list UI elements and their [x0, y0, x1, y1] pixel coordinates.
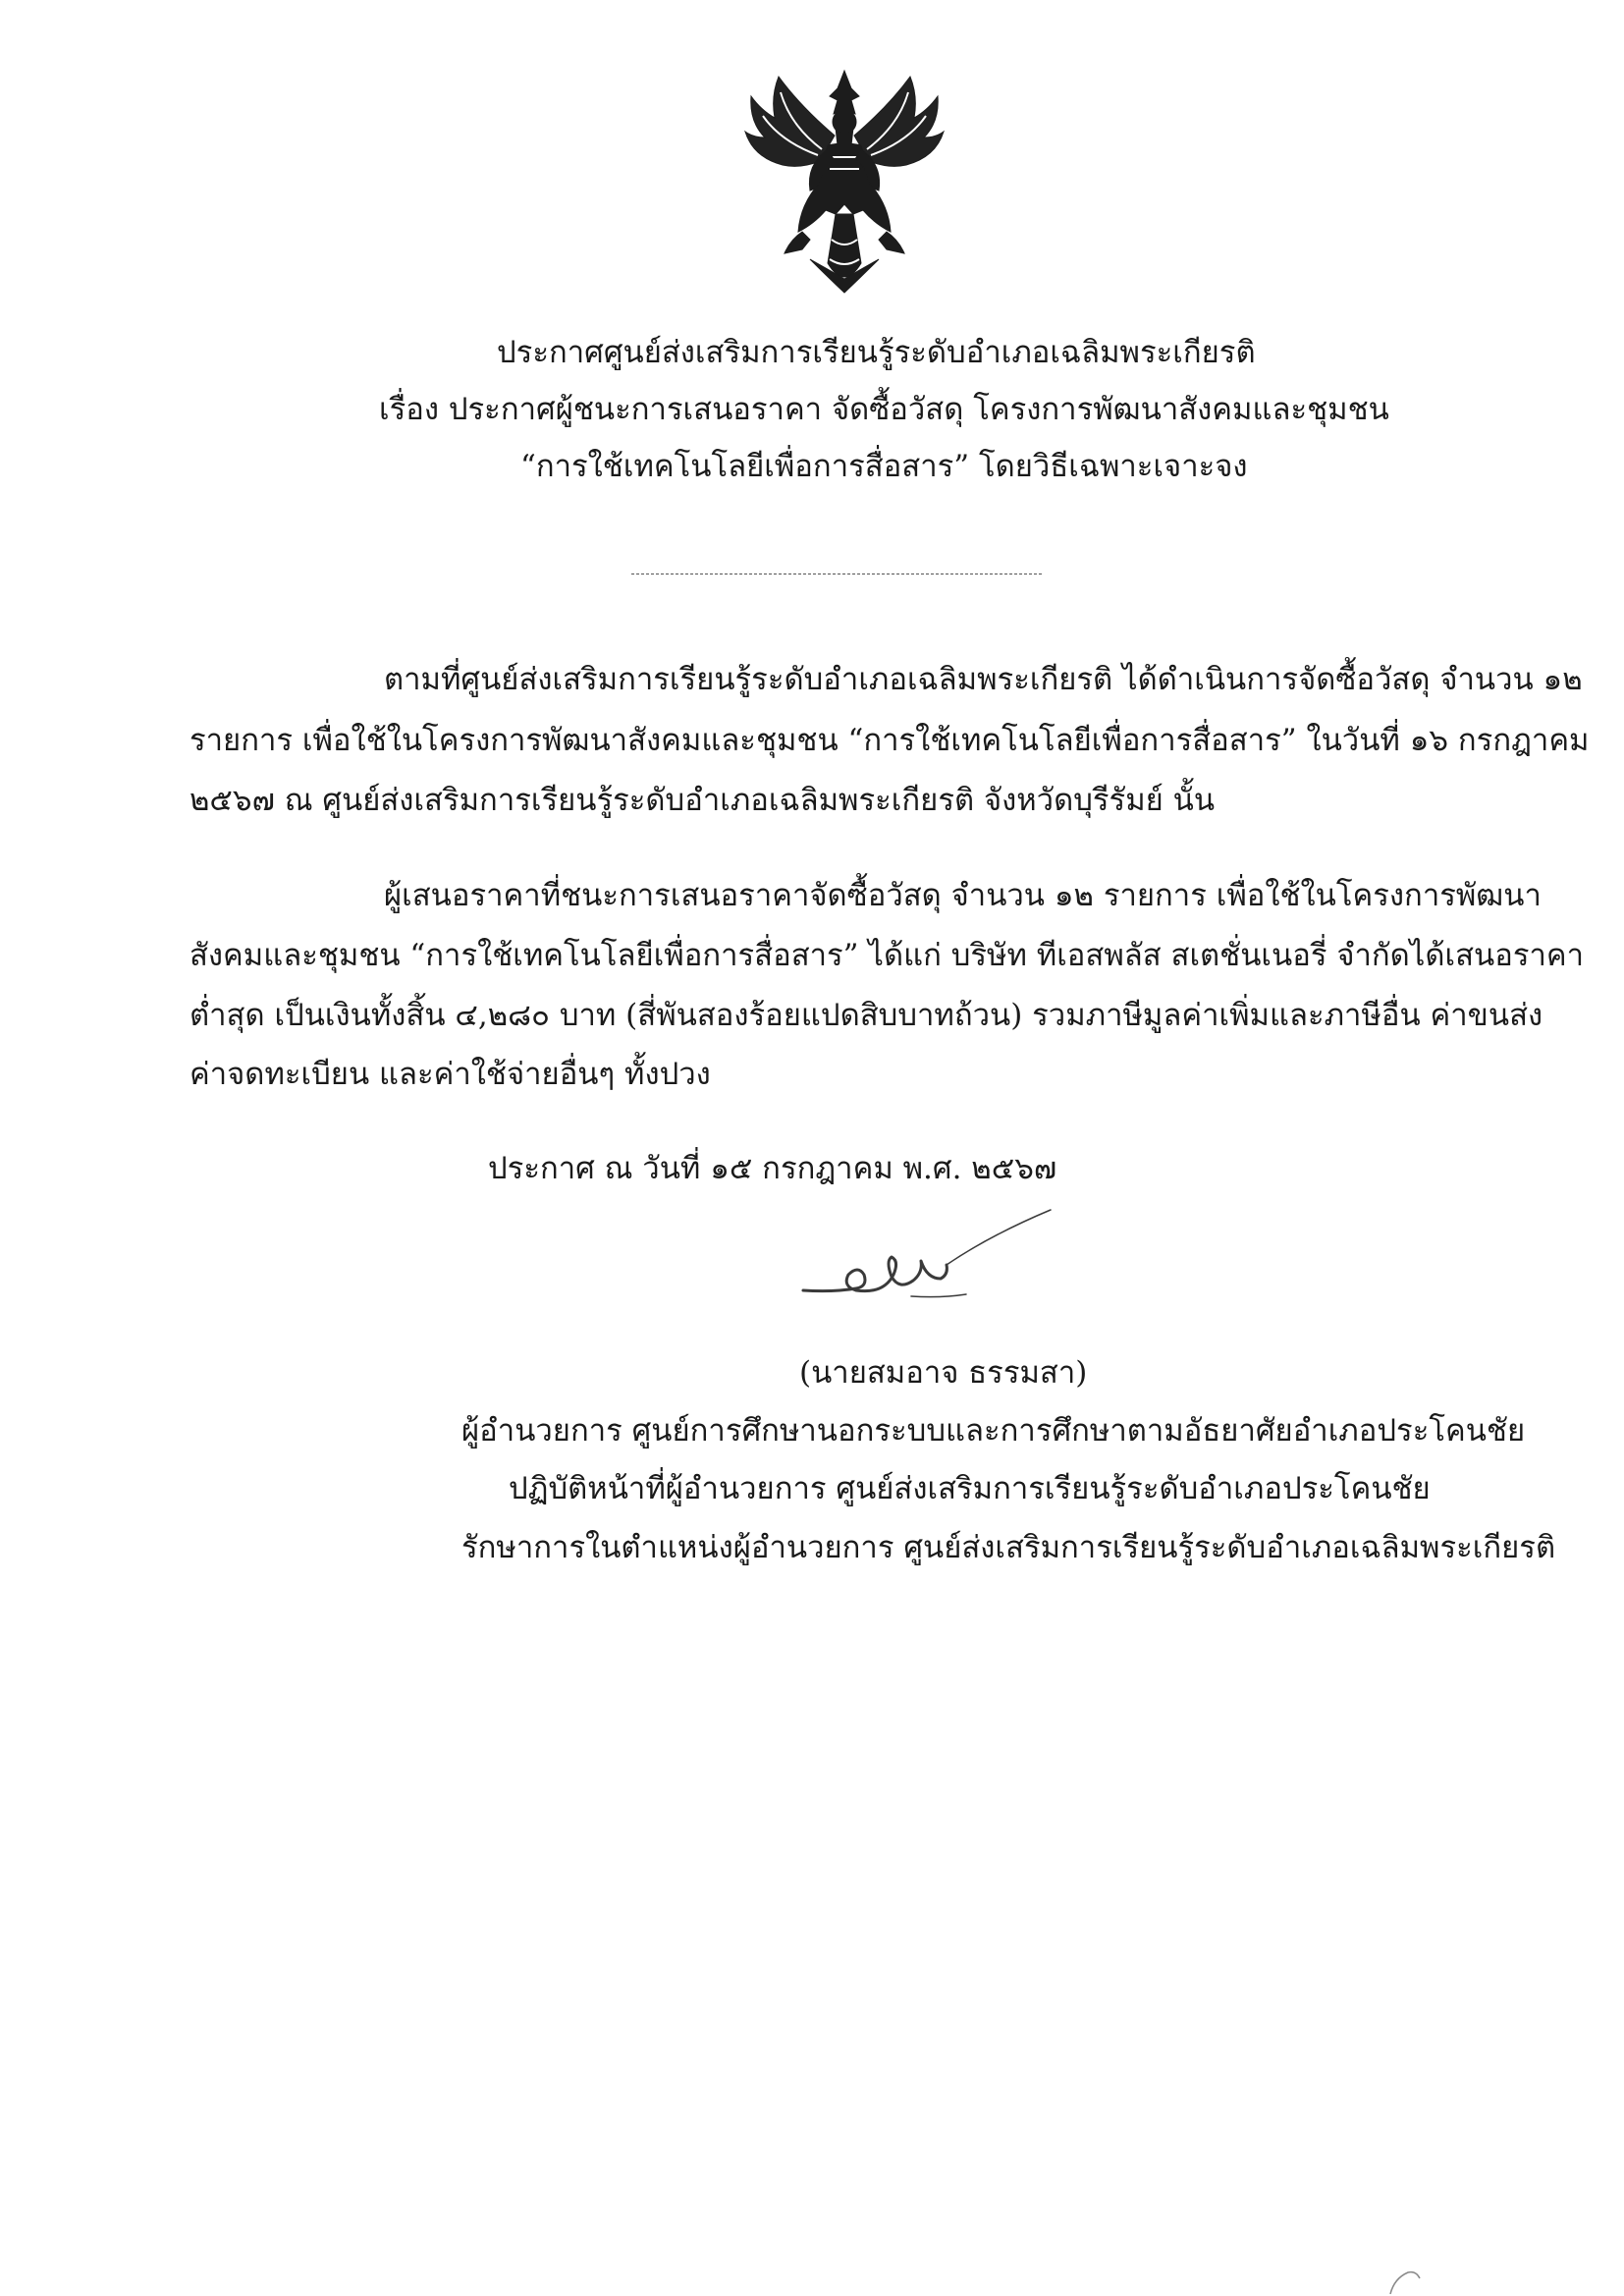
signatory-name: (นายสมอาจ ธรรมสา) — [799, 1355, 1088, 1391]
announcement-date — [488, 1143, 1056, 1192]
paragraph-1-line-1: ตามที่ศูนย์ส่งเสริมการเรียนรู้ระดับอำเภอเฉลิมพระเกียรติ ได้ดำเนินการจัดซื้อวัสดุ จำนวน ๑๒ — [384, 662, 1583, 697]
garuda-emblem-icon — [741, 67, 947, 295]
signatory-position-2: ปฏิบัติหน้าที่ผู้อำนวยการ ศูนย์ส่งเสริมการเรียนรู้ระดับอำเภอประโคนชัย — [509, 1471, 1431, 1506]
handwritten-signature — [793, 1196, 1068, 1314]
paragraph-2-line-2: สังคมและชุมชน “การใช้เทคโนโลยีเพื่อการสื่อสาร” ได้แก่ บริษัท ทีเอสพลัส สเตชั่นเนอรี่ จำกัดได้เสนอราคา — [189, 938, 1585, 973]
signatory-position-1: ผู้อำนวยการ ศูนย์การศึกษานอกระบบและการศึกษาตามอัธยาศัยอำเภอประโคนชัย — [461, 1413, 1526, 1449]
paragraph-2-line-4: ค่าจดทะเบียน และค่าใช้จ่ายอื่นๆ ทั้งปวง — [189, 1057, 711, 1092]
paragraph-1-line-3: ๒๕๖๗ ณ ศูนย์ส่งเสริมการเรียนรู้ระดับอำเภอเฉลิมพระเกียรติ จังหวัดบุรีรัมย์ นั้น — [189, 783, 1216, 818]
document-subject: เรื่อง ประกาศผู้ชนะการเสนอราคา จัดซื้อวัสดุ โครงการพัฒนาสังคมและชุมชน — [379, 392, 1389, 427]
announcement-date-text: ประกาศ ณ วันที่ ๑๕ กรกฎาคม พ.ศ. ๒๕๖๗ — [488, 1151, 1057, 1186]
paragraph-1-line-2: รายการ เพื่อใช้ในโครงการพัฒนาสังคมและชุมชน “การใช้เทคโนโลยีเพื่อการสื่อสาร” ในวันที่ ๑๖ กรกฎาคม — [189, 723, 1590, 758]
scan-mark — [1384, 2259, 1424, 2296]
document-subject-continued: “การใช้เทคโนโลยีเพื่อการสื่อสาร” โดยวิธีเฉพาะเจาะจง — [520, 449, 1248, 484]
document-title: ประกาศศูนย์ส่งเสริมการเรียนรู้ระดับอำเภอเฉลิมพระเกียรติ — [497, 335, 1256, 370]
paragraph-2-line-3: ต่ำสุด เป็นเงินทั้งสิ้น ๔,๒๘๐ บาท (สี่พันสองร้อยแปดสิบบาทถ้วน) รวมภาษีมูลค่าเพิ่มและภาษีอื่น ค่าขนส่ง — [189, 998, 1543, 1033]
paragraph-2-line-1: ผู้เสนอราคาที่ชนะการเสนอราคาจัดซื้อวัสดุ จำนวน ๑๒ รายการ เพื่อใช้ในโครงการพัฒนา — [384, 878, 1542, 913]
signatory-position-3: รักษาการในตำแหน่งผู้อำนวยการ ศูนย์ส่งเสริมการเรียนรู้ระดับอำเภอเฉลิมพระเกียรติ — [461, 1530, 1556, 1565]
